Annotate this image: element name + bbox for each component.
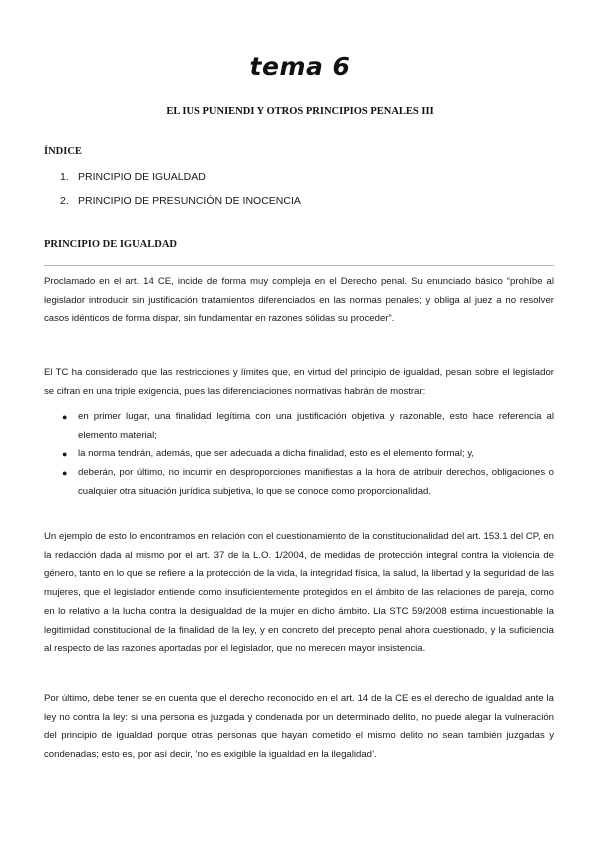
index-item-label: PRINCIPIO DE PRESUNCIÓN DE INOCENCIA: [78, 195, 301, 207]
list-item: [62, 445, 554, 464]
paragraph-4: Por último, debe tener se en cuenta que el derecho reconocido en el art. 14 de la CE es el derecho de igualdad ante la ley no contra la ley: si una persona es juzgada y condenada por un determinado delito, no puede alegar la vulneración del principio de igualdad porque otras personas que hayan cometido el mismo delito no sean también juzgadas y condenadas; esto es, por así decir, ‘no es exigible la igualdad en la ilegalidad’.: [44, 693, 554, 761]
index-item: [60, 170, 301, 194]
paragraph-2: El TC ha considerado que las restricciones y límites que, en virtud del principio de igualdad, pesan sobre el legislador se cifran en una triple exigencia, pues las diferenciaciones normativas habrán de mostrar:: [44, 367, 554, 397]
bullet-icon: ●: [62, 412, 68, 422]
list-item: [62, 464, 554, 501]
document-subtitle: EL IUS PUNIENDI Y OTROS PRINCIPIOS PENALES III: [166, 106, 434, 117]
section-heading: PRINCIPIO DE IGUALDAD: [44, 239, 178, 250]
bullet-icon: ●: [62, 449, 68, 460]
index-item-number: 1.: [60, 171, 69, 183]
document-title: tema 6: [249, 52, 351, 81]
list-item-text: la norma tendrán, además, que ser adecuada a dicha finalidad, esto es el elemento formal; y,: [78, 448, 475, 460]
index-item: [60, 194, 301, 218]
paragraph-1: Proclamado en el art. 14 CE, incide de forma muy compleja en el Derecho penal. Su enunciado básico “prohíbe al legislador introducir sin justificación tratamientos diferenciados en las normas penales; y obliga al juez a no resolver casos idénticos de forma dispar, sin fundamentar en razones sólidas su proceder”.: [44, 276, 554, 325]
index-list: [60, 170, 301, 218]
index-item-label: PRINCIPIO DE IGUALDAD: [78, 171, 206, 183]
requirements-list: [62, 408, 554, 502]
list-item: [62, 408, 554, 445]
section-divider: [44, 265, 554, 266]
paragraph-3: Un ejemplo de esto lo encontramos en relación con el cuestionamiento de la constitucionalidad del art. 153.1 del CP, en la redacción dada al mismo por el art. 37 de la L.O. 1/2004, de medidas de protección integral contra la violencia de género, tanto en lo que se refiere a la protección de la vida, la integridad física, la salud, la libertad y la seguridad de las mujeres, que el legislador entiende como insuficientemente protegidos en el ámbito de las relaciones de pareja, como en lo relativo a la lucha contra la desigualdad de la mujer en dicho ámbito. Lla STC 59/2008 estima incuestionable la legitimidad constitucional de la finalidad de la ley, y en concreto del precepto penal ahora cuestionado, y la suficiencia al respecto de las razones aportadas por el legislador, que no merecen mayor insistencia.: [44, 531, 554, 655]
bullet-icon: ●: [62, 468, 68, 479]
index-heading: ÍNDICE: [44, 146, 82, 157]
index-item-number: 2.: [60, 195, 69, 207]
list-item-text: deberán, por último, no incurrir en desproporciones manifiestas a la hora de atribuir derechos, obligaciones o cualquier otra situación jurídica subjetiva, lo que se conoce como proporcionalidad.: [78, 467, 554, 497]
list-item-text: en primer lugar, una finalidad legítima con una justificación objetiva y razonable, esto hace referencia al elemento material;: [78, 411, 554, 441]
